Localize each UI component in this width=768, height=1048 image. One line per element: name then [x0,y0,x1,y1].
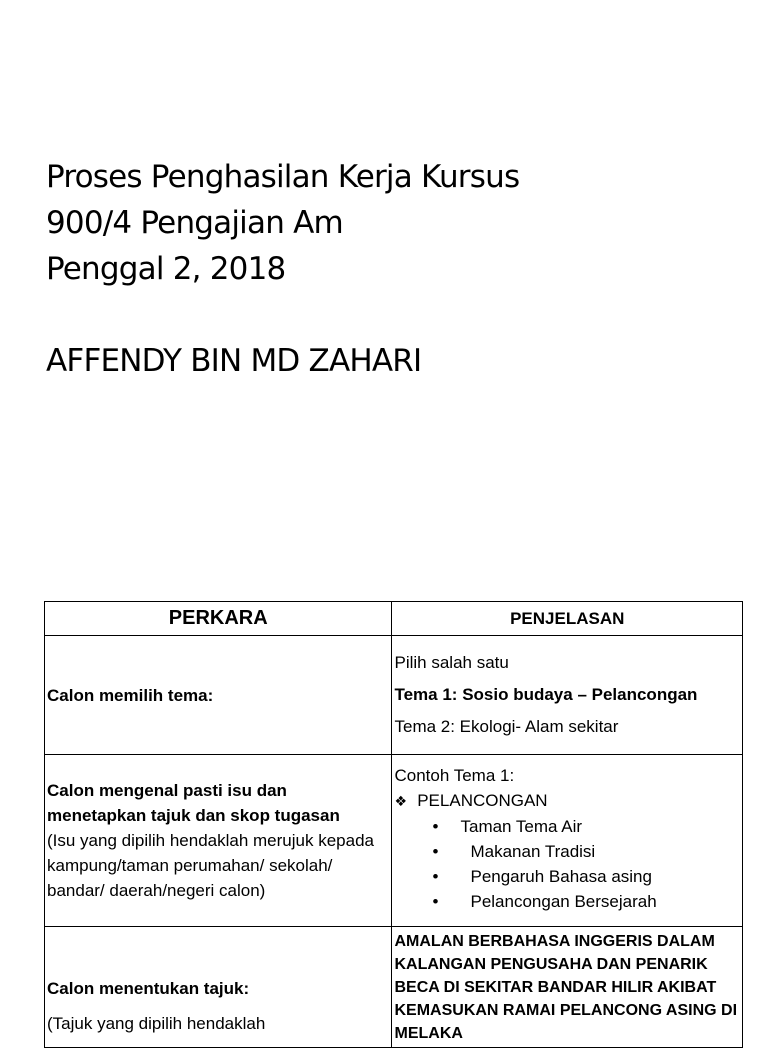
list-item [394,889,740,914]
four-diamond-icon: ❖ [394,793,408,809]
list-item [394,839,740,864]
row3-perkara-note: (Tajuk yang dipilih hendaklah [47,1014,266,1033]
bullet-icon: • [432,867,439,886]
row1-penjelasan-cell [392,636,743,755]
row2-penjelasan-cell [392,755,743,927]
list-item [394,814,740,839]
row3-title-example: AMALAN BERBAHASA INGGERIS DALAM KALANGAN PENGUSAHA DAN PENARIK BECA DI SEKITAR BANDAR HILIR AKIBAT KEMASUKAN RAMAI PELANCONG ASING DI MELAKA [394,932,738,1042]
row3-perkara-cell [45,927,392,1048]
row2-heading-line [394,788,740,814]
author-name: AFFENDY BIN MD ZAHARI [46,343,422,379]
coursework-table [44,601,743,1048]
list-item-label: Pelancongan Bersejarah [470,892,657,911]
table-row [45,755,743,927]
bullet-icon: • [432,892,439,911]
row2-perkara-bold: Calon mengenal pasti isu dan menetapkan tajuk dan skop tugasan [47,781,340,825]
table-header-row [45,602,743,636]
row3-penjelasan-cell [392,927,743,1048]
row3-perkara-bold: Calon menentukan tajuk: [47,979,250,998]
table-row [45,927,743,1048]
table-row [45,636,743,755]
row1-perkara-text: Calon memilih tema: [47,685,214,705]
list-item-label: Taman Tema Air [460,817,583,836]
row2-perkara-cell [45,755,392,927]
list-item-label: Pengaruh Bahasa asing [470,867,652,886]
header-perkara: PERKARA [45,602,392,636]
title-line-1: Proses Penghasilan Kerja Kursus [46,159,520,195]
list-item [394,864,740,889]
header-penjelasan: PENJELASAN [392,602,743,636]
row2-example-list [394,814,740,914]
bullet-icon: • [432,817,439,836]
row2-intro: Contoh Tema 1: [394,766,515,785]
row1-perkara-cell [45,636,392,755]
row1-theme-2: Tema 2: Ekologi- Alam sekitar [394,717,619,736]
title-line-3: Penggal 2, 2018 [46,251,286,287]
row1-theme-1: Tema 1: Sosio budaya – Pelancongan [394,685,698,704]
list-item-label: Makanan Tradisi [470,842,596,861]
row1-intro: Pilih salah satu [394,653,509,672]
row2-perkara-note: (Isu yang dipilih hendaklah merujuk kepada kampung/taman perumahan/ sekolah/ bandar/ daerah/negeri calon) [47,831,374,900]
row2-heading: PELANCONGAN [417,791,548,810]
title-block [46,154,746,292]
bullet-icon: • [432,842,439,861]
title-line-2: 900/4 Pengajian Am [46,205,343,241]
